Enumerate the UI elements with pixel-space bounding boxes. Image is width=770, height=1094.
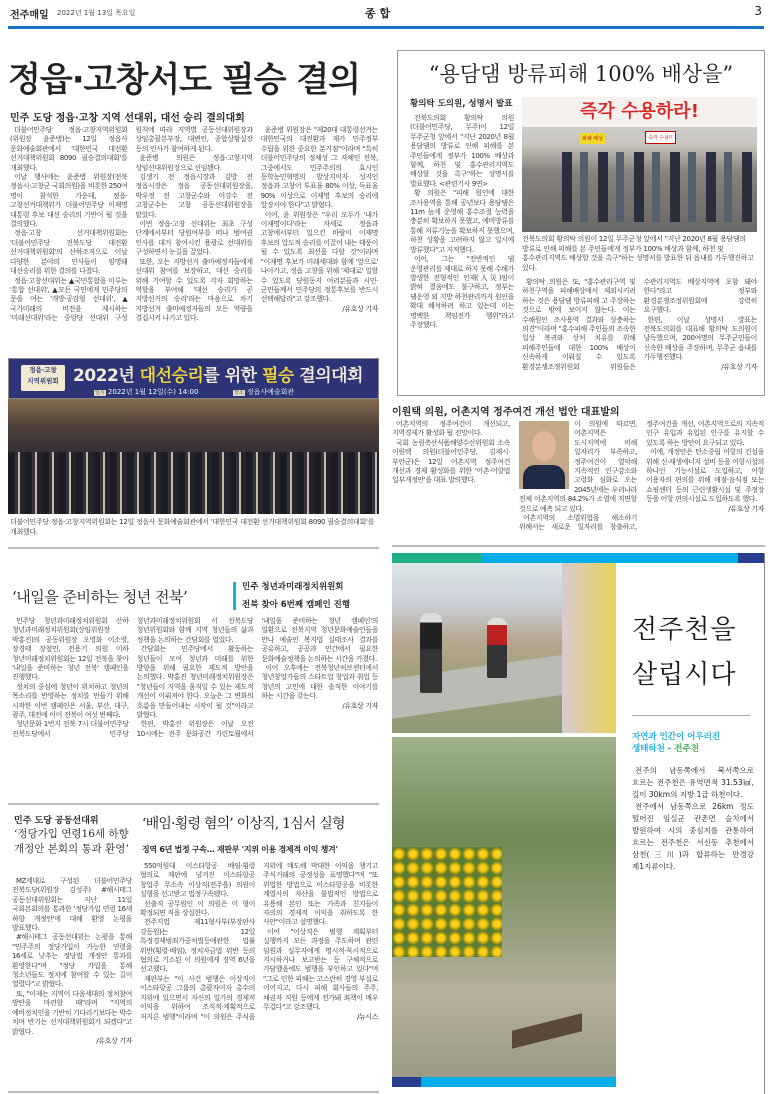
paragraph: 윤준병 의원은 정읍·고창지역 상임선대위원장으로 선임됐다.: [135, 154, 253, 172]
lead-photo-caption: 더불어민주당 정읍·고창지역위원회는 12일 정읍사 문화예술회관에서 '대한민국 대전환 선거대책위원회 8090 필승결의대회'를 개최했다.: [10, 518, 375, 536]
age-body: [12, 877, 132, 1046]
youth-subhead-2: 전북 찾아 6번째 캠페인 진행: [242, 600, 351, 610]
paragraph: 황의탁 의원은 또, "홍수관리구역 및 하천구역을 피해배상에서 제외시키려 하는 것은 용담댐 방류피해 고 주장하는 것으로 밖에 보이지 않는다. 이는 수해원인 조사용역 결과와 상충하는 의견"이라며 "홍수피해 주민들의 조속한 일상 복귀와 상처 치유를 위해 피해주민들에 대한 100% 배상이 신속하게 이뤄질 수 있도록 환경분쟁조정위원회 위원들은 수관리지역도 배상지역에 포함 돼야 한다"라고 정부와 환경분쟁조정위원회에 강력히 요구했다.: [522, 278, 757, 371]
divider: [8, 547, 379, 549]
age-headline: ‘정당가입 연령16세 하향 개정안 본회의 통과 환영’: [14, 828, 129, 855]
yellow-flowers: [392, 847, 502, 957]
cyclists-photo: [392, 563, 616, 733]
ad-title-line: 전주천을: [632, 615, 737, 645]
paragraph: 황 의원은 "피해 원인에 대한 조사용역을 통해 공년보다 용담댐은 11m 높게 운영해 홍수조절 능력을 충분히 확보하지 못했고, 예비방류를 통해 저류기능을 확보하지 못했으며, 하천 상황을 고려하지 않고 일시에 방류했다"고 지적했다.: [410, 189, 514, 254]
paragraph: 정치의 중심에 청년이 위치하고 청년의 목소리를 반영하는 정치를 만들기 위해 시작한 이번 캠페인은 서울, 부산, 대구, 광주, 대전에 이어 전북이 여섯 번째다.: [12, 682, 129, 720]
dam-photo-caption: 전북도의회 황의탁 의원이 12일 무주군청 앞에서 "지난 2020년 8월 용담댐의 방류로 인해 피해를 본 주민들에게 정부가 100% 배상과 함께, 하천 및 홍수관리지역도 배상할 것을 촉구"하는 성명서를 발표한 뒤 읍내를 가두행진하고 있다.: [522, 235, 754, 272]
paragraph: 전주에서 남동쪽으로 26km 정도 떨어진 임실군 관촌면 슬치에서 발원하여 시의 중심지를 관통하여 흐르는 전주천은 서신동 추천에서 삼천(三川)과 합류하는 만경강 제1지류이다.: [632, 802, 754, 871]
ad-title-line: 살립시다: [632, 660, 737, 690]
paragraph: 어촌지역의 소멸위험을 해소하기 위해서는 새로운 일자리를 창출하고, 정주여건을 개선, 어촌지역으로의 지속적 인구 유입과 유입된 인구를 유지할 수 있도록 하는 방안이 요구되고 있다.: [519, 420, 764, 532]
masthead: [10, 4, 762, 24]
byline: /유호상 기자: [342, 701, 378, 710]
paragraph: 이어, 그는 "전반적인 댐 운영관리를 제대로 하지 못해 수해가 발생한 전형적인 인재(人災)임이 밝혀 졌음에도 불구하고, 정부는 댐운영 외 지방 하천관리까지 원인을 확대 해석하려 하고 있는데 이는 명백한 책임전가 행위"라고 주장했다.: [410, 255, 514, 329]
divider: [8, 1091, 379, 1093]
fishing-body: [392, 420, 764, 542]
protest-banner-text: 즉각 수용하라!: [580, 101, 699, 122]
age-kicker: 민주 도당 공동선대위: [14, 816, 99, 826]
paragraph: 이날 행사에는 윤준병 위원장(전북 정읍시·고창군 국회의원)을 비롯한 250여 명이 참석한 가운데, 정읍·고창선거대책위가 더불어민주당 이재명 대통령 후보 대선 승리의 기반이 될 것을 결의했다.: [10, 173, 128, 229]
youth-body: [12, 617, 378, 739]
paragraph: 민주당 청년과미래정치위원회 산하 청년과미래정치위원회(상임위원장 박홍진)의 공동위원장 오영화 이소영, 장경태 장철민, 전용기 의원 이하 청년미래정치위원회는 12일 전북을 찾아 '내일을 준비하는 청년 전북' 캠페인을 진행했다.: [12, 617, 129, 682]
place-tag: 장소: [233, 390, 244, 396]
paragraph: 간담회는 민주당에서 활동하는 청년들이 모여 청년과 미래를 위한 방향을 위해 필요한 제도적 방안을 논의했다. 박홍진 청년미래정치위원장은 "청년들이 지역을 움직일 수 있는 제도적 개선이 이뤄져야 한다. 오늘은 그 변화의 흐름을 만들어내는 시작이 될 것"이라고 밝혔다.: [136, 645, 254, 720]
paragraph: 더불어민주당 정읍·고창지역위원회(위원장 윤준병)는 12일 정읍사 문화예술회관에서 '대한민국 대전환 선거대책위원회 8090 필승결의대회'를 개최했다.: [10, 126, 128, 172]
ad-top-band: [392, 553, 764, 563]
byline: /유호상 기자: [721, 362, 757, 371]
banner-org: 정읍·고창 지역위원회: [21, 365, 65, 391]
paragraph: 이어 오후에는 전북청년허브센터에서 청년창업가들의 스타트업 창업과 취업 등 청년의 고민에 대한 솔직한 이야기를 하는 시간을 갖는다.: [261, 664, 378, 701]
paragraph: 선출직 공무원인 이 의원은 이 형이 확정되면 직을 상실한다.: [140, 899, 255, 918]
ad-title: [632, 608, 736, 698]
rally-photo: [8, 358, 379, 514]
banner-text: 대선승리: [139, 366, 204, 386]
byline: /유호상 기자: [96, 1036, 132, 1045]
banner-text: 필승: [261, 366, 294, 386]
section-name: 종 합: [365, 7, 391, 20]
dam-headline: “용담댐 방류피해 100% 배상을”: [428, 62, 734, 86]
ad-jeonjucheon: [392, 553, 765, 1094]
ad-subtitle-line: 자연과 인간이 어우러진: [632, 732, 721, 742]
paragraph: MZ세대로 구성된 더불어민주당 전북도당(위원장 김성주) #해시태그 공동선대위원회는 지난 11일 국회본회의를 통과한 '정당가입 연령 16세 하향 개정안'에 대해 환영 논평을 발표했다.: [12, 877, 132, 933]
paragraph: 이에, 개정안은 탄소중립 어항의 건설을 위해 신·재생에너지 설비 등을 어항시설의 하나인 기능시설로 도입하고, 어항 이용자의 편의를 위해 매점·음식점 또는 쇼핑센터 등의 근린생활시설 및 주정장 등을 어항 편의시설로 도입하도록 했다.: [646, 448, 764, 504]
dam-body-col1: [410, 114, 514, 330]
ad-subtitle-line: 생태하천 -: [632, 744, 675, 754]
protest-banner: [522, 97, 757, 127]
banner-text: 를 위한: [203, 366, 262, 386]
paragraph: 전북도의회 황의탁 의원(더불어민주당, 무주)이 12일 무주군청 앞에서 "지난 2020년 8월 용담댐의 방류로 인해 피해를 본 주민들에게 정부가 100% 배상과 함께, 하천 및 홍수관리지역도 배상할 것을 촉구"하는 성명서를 발표했다. <관련기사 9면>: [410, 114, 514, 188]
paragraph: 재판부는 "이 사건 범행은 이상직이 이스타항공 그룹의 총괄자이자 총수의 지위에 있으면서 자신의 일가의 경제적 이익을 위하여 조직적·계획적으로 저지른 범행"이라며 "이 의원은 주식을 지위에 매도해 막대한 이익을 챙기고 주식거래의 공정성을 표명했다"며 "또 위법한 방법으로 이스타항공을 비롯한 계열사의 자산을 불법적인 방법으로 유용해 본인 또는 가족과 친지들이 자의의 경제적 이익을 취하도록 한 사안"이라고 설명했다.: [140, 862, 378, 1021]
byline: /유호상 기자: [342, 304, 378, 313]
protest-photo: [522, 97, 757, 232]
ad-rule: [632, 715, 750, 716]
paragraph: 또, "이제는 지역이 다음세대의 정치참여 방안을 마련할 때"라며 "지역의 예비정치인을 기반히 기다리기보다는 박수 치며 반기는 선거대책위원회가 되겠다"고 밝혔다.: [12, 989, 132, 1036]
paragraph: 또한, 오는 지방선거 출마예정자들에게 선대위 참여를 보장하고, 대선 승리를 위해 기여할 수 있도록 각자 회망하는 역할을 부여해 '대선 승리가 곧 지방선거의 승리'라는 마음으로 차기 지방선거 출마예정자들의 모든 역량을 결집시켜 나가고 있다.: [135, 257, 253, 323]
date-tag: 일시: [95, 390, 105, 396]
lead-body: [10, 126, 378, 324]
cyclist: [487, 618, 507, 678]
paragraph: 어촌지역의 정주여건이 개선되고, 지역경제가 활성화 될 전망이다.: [392, 420, 510, 438]
dam-subhead: 황의탁 도의원, 성명서 발표: [410, 99, 513, 109]
protest-sign: 피해 배상: [580, 133, 605, 144]
youth-subhead-1: 민주 청년과미래정치위원회: [242, 582, 344, 592]
suit: [523, 465, 565, 489]
divider: [8, 803, 379, 805]
flowers-photo: [392, 737, 616, 1077]
court-body: [140, 862, 378, 1022]
divider: [392, 545, 765, 547]
lead-subhead: 민주 도당 정읍·고창 지역 선대위, 대선 승리 결의대회: [10, 113, 245, 124]
marchers: [552, 152, 752, 222]
youth-headline: ‘내일을 준비하는 청년 전북’: [12, 588, 188, 606]
fishing-headline: 이원택 의원, 어촌지역 정주여건 개선 법안 대표발의: [392, 407, 620, 418]
paragraph: [519, 420, 637, 514]
paragraph: 김생기 전 정읍시장과 김방 전 정읍시장은 정읍 공동선대위원장을, 박우정 전 고창군수와 이강수 전 고창군수는 고창 공동선대위원장을 맡았다.: [135, 173, 253, 219]
paragraph-text: 이 의원에 따르면, 어촌지역은 도시지역에 비해 일자리가 부족하고, 정주여건이 열악해 지속적인 인구감소와 고령화 심화로 오는 2045년에는 우리나라 전체 어촌지역의 84.2%가 소멸에 직면할 것으로 예측 되고 있다.: [519, 420, 637, 513]
paragraph: 전주지법 제11형사부(부장판사 강동원)는 12일 특정경제범죄가중처벌등에관한 법률 위반(횡령·배임), 정치자금법 위반 등의 혐의로 기소된 이 의원에게 징역 6년을 선고했다.: [140, 918, 255, 974]
ad-body: [632, 765, 754, 873]
banner-info: [94, 387, 294, 397]
cyclist: [420, 613, 442, 693]
paragraph: 청년문화 1번지 전북 7시 더불어민주당 전북도당에서 민주당 청년과미래정치위원회 서 전북도당 청년위원회와 함께 지역 청년들의 삶과 정책을 논의하는 간담회를 열었다.: [12, 617, 254, 738]
bench: [512, 1013, 582, 1048]
banner-date: 2022년 1월 12일(수) 14:00: [107, 388, 199, 396]
lead-headline: 정읍·고창서도 필승 결의: [8, 60, 361, 100]
youth-subhead-bar: [233, 582, 236, 610]
rally-banner: [8, 358, 379, 399]
byline: /유호상 기자: [728, 504, 764, 513]
paragraph: #해시태그 공동선대위는 논평을 통해 "민주주의 정당가입이 가능한 연령을 16세로 낮추는 정당법 개정안 통과를 환영한다"며 "정당 가입을 통해 청소년들도 정치에 참여할 수 있는 길이 열렸다"고 밝혔다.: [12, 933, 132, 989]
paragraph: 이어, 윤 위원장은 "우리 모두가 '내가 이재명이다'라는 자세로 정읍과 고창에서부터 일으킨 바람이 이재명 후보의 압도적 승리를 이끌어 내는 태풍이 될 수 있도록 최선을 다할 것"이라며 "이재명 후보가 미래세대와 함께 '앞으로' 나아가고, 정읍 고창을 위해 '제대로' 일할 수 있도록 당원동지 여러분들과 시민·군민들께서 민주당의 정통후보를 반드시 선택해달라"고 강조했다.: [260, 210, 378, 304]
court-headline: ‘배임·횡령 혐의’ 이상직, 1심서 실형: [142, 816, 345, 832]
banner-title: [73, 361, 363, 386]
paragraph: 이번 정읍·고창 선대위는 최초 구성 단계에서부터 당원여부를 떠나 범여권 인사를 대거 참여시킨 용광로 선대위를 구성하면서 눈길을 끌었다.: [135, 220, 253, 257]
ad-subtitle: [632, 731, 757, 755]
ad-bottom-band: [392, 1077, 616, 1087]
paragraph: 이어 "이상직은 범행 계획부터 실행까지 모든 과정을 주도하며 관련 임원과 실무자에게 명시적·묵시적으로 지시하거나 보고받는 등 구체적으로 가담했음에도 범행을 부인하고 있다"며 "그로 인한 피해는 고스란히 경영 부실로 이어지고, 다시 피해 회사들의 주주, 채권자 직원 등에게 전가돼 죄책이 매우 무겁다"고 강조했다.: [263, 927, 378, 1012]
court-subhead: 징역 6년 법정 구속… 재판부 '지위 이용 경제적 이익 챙겨': [142, 845, 338, 854]
dam-body-col2: [522, 278, 757, 372]
banner-text: 2022년: [73, 366, 140, 386]
paragraph: 윤준병 위원장은 "제20대 대통령선거는 대한민국의 대전환과 재가 민주정부 수립을 위한 중요한 분기점"이라며 "특히 더불어민주당의 정체성 그 자체인 전북, 그중에서도 민주주의의 효시인 동학농민혁명의 발상지이자 성지인 정읍과 고창이 투표율 80% 이상, 득표율 90% 이상으로 이재명 후보의 승리에 앞장서야 한다"고 밝혔다.: [260, 126, 378, 210]
paragraph: 한편, 박홍진 위원장은 이날 오전 10시에는 전주 문화공간 기린토월에서 '내일을 준비하는 청년 캠페인'의 일환으로 전북지역 청년문화예술인들을 만나 예술인 복지법 실태조사 결과를 공유하고, 공공과 민간에서 필요한 문화예술정책을 논의하는 시간을 가졌다.: [136, 617, 378, 738]
paragraph: 국회 농림축산식품해양수산위원회 소속 이원택 의원(더불어민주당, 김제시·부안군)은 12일 어촌지역 정주여건 개선과 경제 활성화를 위한 '어촌·어항법 일부개정안'을 대표 발의했다.: [392, 438, 510, 485]
lawmaker-portrait: [519, 421, 569, 489]
forsythia: [562, 563, 616, 733]
paragraph: 전주의 남동쪽에서 북서쪽으로 흐르는 전주천은 유역면적 31.53㎢, 길이 30km의 지방 1급 하천이다.: [632, 766, 754, 799]
crowd: [8, 452, 379, 514]
paragraph: 정읍·고창 선거대책위원회는 '더불어민주당 전북도당 대전환 선거대책위원회'의 산하조직으로 이날 다양한 분야의 인사들이 임명돼 대선승리를 위한 결의를 다졌다.: [10, 229, 128, 276]
issue-date: 2022년 1월 13일 목요일: [57, 9, 136, 17]
paragraph: 550억원대 이스타항공 배임·횡령 혐의로 재판에 넘겨진 이스타항공 창업주 무소속 이상직(전주을) 의원이 실형을 선고받고 법정구속됐다.: [140, 862, 255, 899]
masthead-rule: [8, 26, 764, 29]
byline: /뉴시스: [356, 1012, 378, 1021]
face: [532, 431, 556, 461]
protest-sign: 즉각 수용!!: [645, 131, 676, 144]
page-number: 3: [754, 4, 762, 18]
banner-place: 정읍사예술회관: [246, 388, 295, 396]
paper-name: 전주매일: [10, 10, 49, 21]
banner-text: 결의대회: [293, 366, 363, 386]
paragraph: 한편, 이날 성명서 발표는 전북도의회를 대표해 황의탁 도의원이 낭독했으며, 200여명의 무주군민들이 신속한 배상을 주장하며, 무주군 읍내를 가두행진했다.: [643, 315, 757, 362]
paragraph: 정읍·고창선대위는 ▲국민통합을 이루는 '통합 선대위', ▲모든 국민에게 민주당의 문을 여는 '개방·공감형 선대위', ▲국가미래의 비전을 제시하는 '미래선대위'라는 중앙당 선대위 구성 원칙에 따라 지역별 공동선대위원장과 상임총괄본부장, 대변인, 종합상황실장 등의 인사가 참여하게 된다.: [10, 126, 253, 323]
ad-subtitle-green: 전주천: [674, 744, 699, 754]
